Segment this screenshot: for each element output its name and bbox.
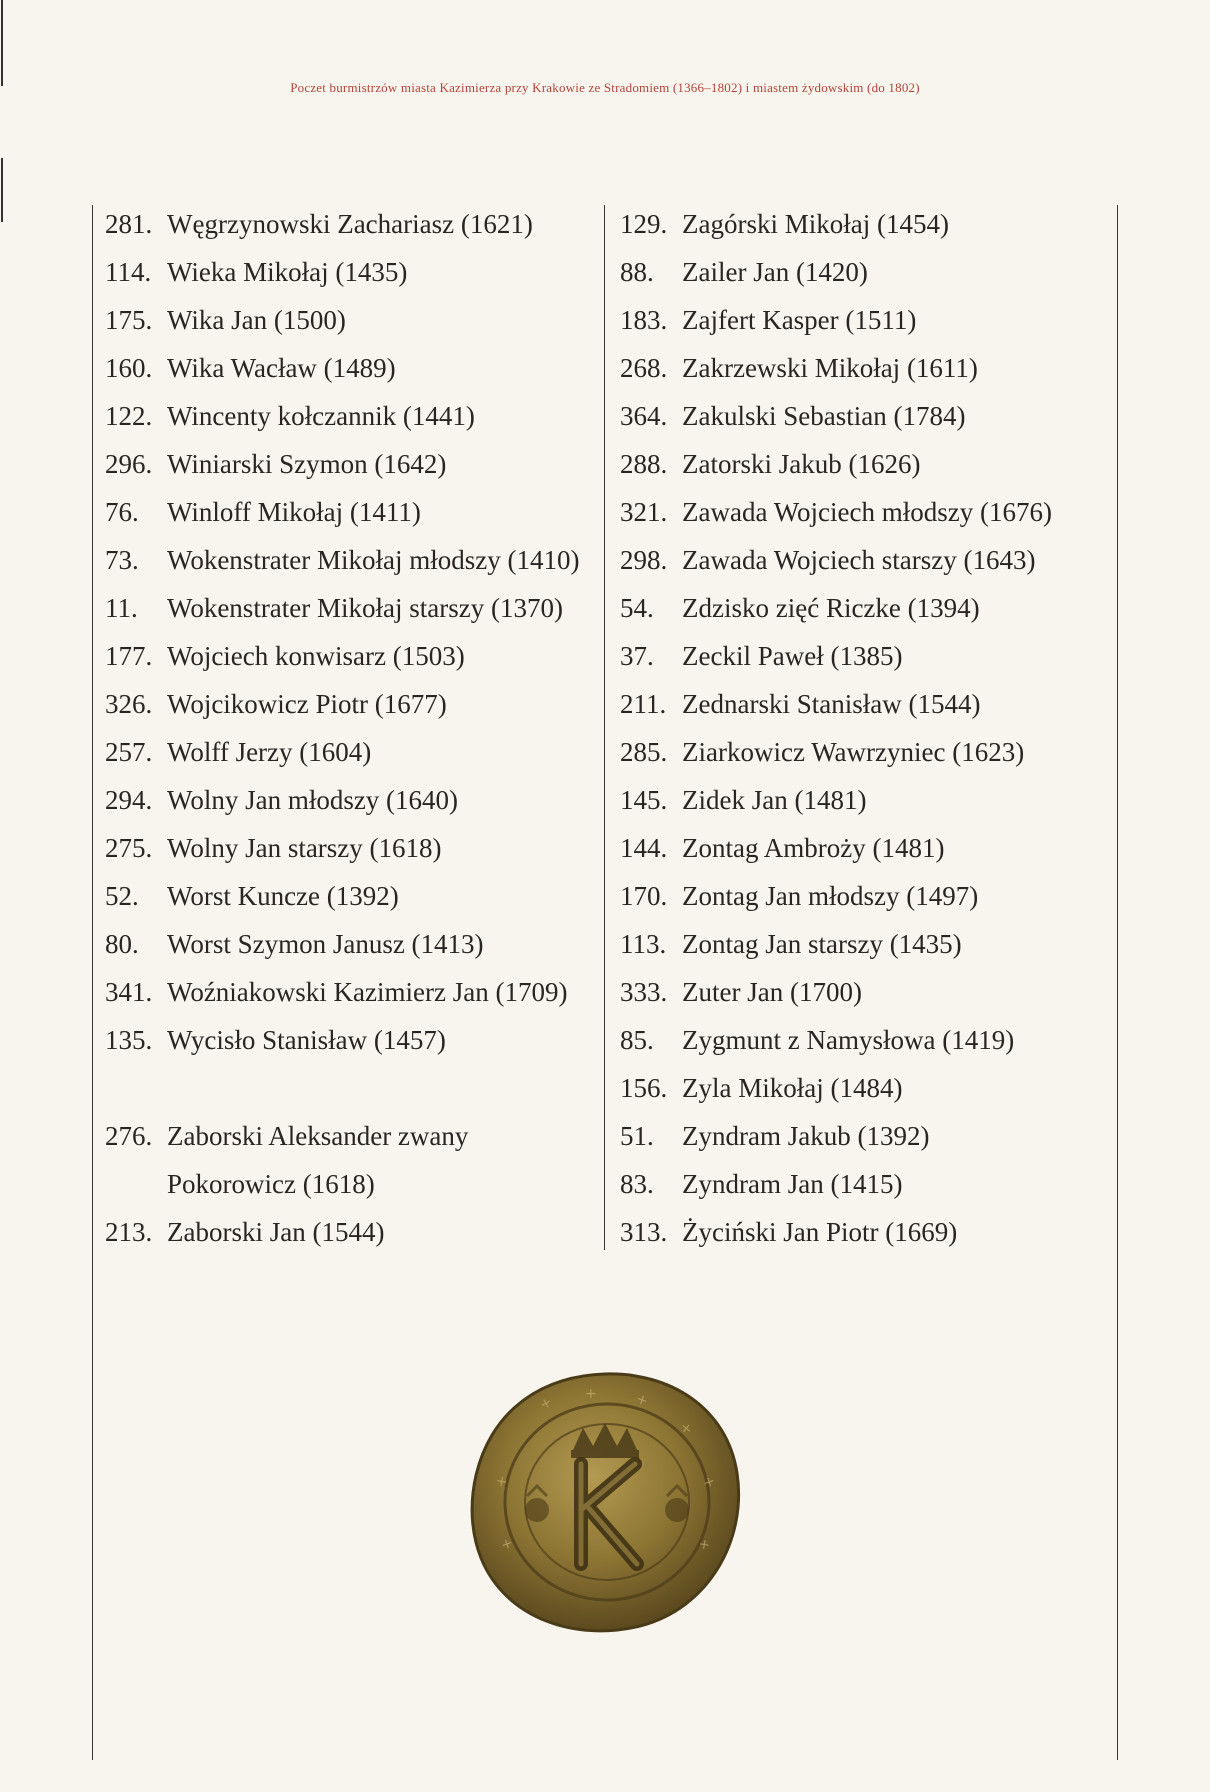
entry-name: Zontag Ambroży (1481) xyxy=(682,833,945,863)
entry-number: 83. xyxy=(620,1169,654,1199)
list-item xyxy=(620,1112,1110,1160)
entry-number: 52. xyxy=(105,881,139,911)
entry-name: Wolny Jan młodszy (1640) xyxy=(167,785,459,815)
entry-name: Zontag Jan starszy (1435) xyxy=(682,929,962,959)
wax-seal-crowned-k-icon xyxy=(465,1368,745,1636)
entry-name: Zakulski Sebastian (1784) xyxy=(682,401,966,431)
entry-number: 144. xyxy=(620,833,668,863)
entry-number: 213. xyxy=(105,1217,153,1247)
list-item xyxy=(620,632,1110,680)
entry-name: Zajfert Kasper (1511) xyxy=(682,305,917,335)
entry-name: Wieka Mikołaj (1435) xyxy=(167,257,408,287)
list-item xyxy=(620,824,1110,872)
svg-text:+: + xyxy=(493,1474,511,1489)
entry-name: Zidek Jan (1481) xyxy=(682,785,867,815)
entry-number: 326. xyxy=(105,689,153,719)
list-item xyxy=(620,536,1110,584)
entry-name: Zeckil Paweł (1385) xyxy=(682,641,903,671)
entry-name: Zontag Jan młodszy (1497) xyxy=(682,881,979,911)
list-item xyxy=(105,680,595,728)
list-item xyxy=(105,248,595,296)
list-item xyxy=(620,1208,1110,1256)
entry-name: Węgrzynowski Zachariasz (1621) xyxy=(167,209,533,239)
entry-name: Worst Kuncze (1392) xyxy=(167,881,399,911)
entry-number: 298. xyxy=(620,545,668,575)
list-item xyxy=(620,488,1110,536)
list-item xyxy=(620,584,1110,632)
list-item xyxy=(105,344,595,392)
list-item xyxy=(620,680,1110,728)
entry-name: Zdzisko zięć Riczke (1394) xyxy=(682,593,980,623)
entry-number: 135. xyxy=(105,1025,153,1055)
entry-number: 170. xyxy=(620,881,668,911)
entry-name: Zagórski Mikołaj (1454) xyxy=(682,209,949,239)
page-edge-mark xyxy=(1,0,3,86)
entry-name: Wokenstrater Mikołaj starszy (1370) xyxy=(167,593,563,623)
entry-number: 113. xyxy=(620,929,667,959)
svg-text:+: + xyxy=(633,1390,651,1410)
entry-number: 364. xyxy=(620,401,668,431)
entry-number: 122. xyxy=(105,401,153,431)
entry-number: 281. xyxy=(105,209,153,239)
list-item xyxy=(620,776,1110,824)
entry-number: 211. xyxy=(620,689,667,719)
entry-number: 288. xyxy=(620,449,668,479)
svg-text:+: + xyxy=(699,1473,719,1491)
list-item xyxy=(105,776,595,824)
list-item xyxy=(105,968,595,1016)
entry-number: 51. xyxy=(620,1121,654,1151)
entry-name: Zatorski Jakub (1626) xyxy=(682,449,921,479)
entry-number: 294. xyxy=(105,785,153,815)
column-rule-right xyxy=(1117,205,1118,1760)
entry-number: 275. xyxy=(105,833,153,863)
list-item xyxy=(105,728,595,776)
list-item xyxy=(105,296,595,344)
list-item xyxy=(620,1016,1110,1064)
svg-text:+: + xyxy=(695,1537,713,1552)
running-header: Poczet burmistrzów miasta Kazimierza przy Krakowie ze Stradomiem (1366–1802) i miastem żydowskim (do 1802) xyxy=(290,80,920,95)
entry-name: Zawada Wojciech młodszy (1676) xyxy=(682,497,1052,527)
list-item xyxy=(105,1208,595,1256)
entry-name: Wolff Jerzy (1604) xyxy=(167,737,372,767)
entry-number: 156. xyxy=(620,1073,668,1103)
list-item xyxy=(620,728,1110,776)
list-item xyxy=(620,968,1110,1016)
list-item xyxy=(620,296,1110,344)
list-item xyxy=(620,392,1110,440)
entry-name: Wycisło Stanisław (1457) xyxy=(167,1025,446,1055)
entry-name: Zakrzewski Mikołaj (1611) xyxy=(682,353,978,383)
list-item xyxy=(105,488,595,536)
list-item xyxy=(620,872,1110,920)
entry-number: 175. xyxy=(105,305,153,335)
entry-number: 341. xyxy=(105,977,153,1007)
name-list-right xyxy=(620,200,1110,1256)
list-item xyxy=(620,248,1110,296)
entry-name: Wika Wacław (1489) xyxy=(167,353,396,383)
entry-number: 296. xyxy=(105,449,153,479)
svg-text:+: + xyxy=(585,1386,597,1402)
entry-number: 76. xyxy=(105,497,139,527)
entry-number: 177. xyxy=(105,641,153,671)
page-edge-mark xyxy=(1,158,3,222)
list-item xyxy=(105,392,595,440)
list-item xyxy=(105,920,595,968)
entry-number: 285. xyxy=(620,737,668,767)
entry-name: Wika Jan (1500) xyxy=(167,305,346,335)
entry-name: Zawada Wojciech starszy (1643) xyxy=(682,545,1036,575)
entry-name: Wincenty kołczannik (1441) xyxy=(167,401,475,431)
entry-name: Zednarski Stanisław (1544) xyxy=(682,689,981,719)
entry-number: 85. xyxy=(620,1025,654,1055)
entry-number: 333. xyxy=(620,977,668,1007)
list-item xyxy=(105,824,595,872)
svg-text:+: + xyxy=(497,1535,517,1553)
entry-number: 276. xyxy=(105,1121,153,1151)
column-rule-middle xyxy=(604,205,605,1250)
svg-text:+: + xyxy=(676,1418,696,1439)
entry-name: Zaborski Aleksander zwany Pokorowicz (1618) xyxy=(167,1121,469,1199)
entry-number: 321. xyxy=(620,497,668,527)
entry-number: 54. xyxy=(620,593,654,623)
entry-name: Wojcikowicz Piotr (1677) xyxy=(167,689,447,719)
entry-number: 313. xyxy=(620,1217,668,1247)
list-item xyxy=(105,440,595,488)
list-item xyxy=(105,1112,595,1208)
list-item xyxy=(105,1016,595,1064)
entry-number: 183. xyxy=(620,305,668,335)
list-item xyxy=(105,200,595,248)
entry-name: Życiński Jan Piotr (1669) xyxy=(682,1217,958,1247)
entry-name: Zuter Jan (1700) xyxy=(682,977,862,1007)
list-item xyxy=(105,872,595,920)
entry-number: 145. xyxy=(620,785,668,815)
list-item xyxy=(620,1160,1110,1208)
entry-name: Zyla Mikołaj (1484) xyxy=(682,1073,903,1103)
name-list-left xyxy=(105,200,595,1256)
entry-name: Winloff Mikołaj (1411) xyxy=(167,497,421,527)
list-item xyxy=(105,536,595,584)
entry-number: 11. xyxy=(105,593,138,623)
entry-number: 73. xyxy=(105,545,139,575)
entry-number: 160. xyxy=(105,353,153,383)
entry-name: Wolny Jan starszy (1618) xyxy=(167,833,442,863)
entry-name: Woźniakowski Kazimierz Jan (1709) xyxy=(167,977,568,1007)
entry-name: Zaborski Jan (1544) xyxy=(167,1217,385,1247)
entry-name: Zailer Jan (1420) xyxy=(682,257,868,287)
list-item xyxy=(105,584,595,632)
list-item xyxy=(620,1064,1110,1112)
list-item xyxy=(620,200,1110,248)
entry-number: 129. xyxy=(620,209,668,239)
entry-number: 268. xyxy=(620,353,668,383)
entry-name: Worst Szymon Janusz (1413) xyxy=(167,929,484,959)
list-item xyxy=(620,920,1110,968)
entry-name: Wokenstrater Mikołaj młodszy (1410) xyxy=(167,545,580,575)
entry-name: Zygmunt z Namysłowa (1419) xyxy=(682,1025,1015,1055)
entry-number: 114. xyxy=(105,257,152,287)
list-item xyxy=(105,632,595,680)
entry-name: Zyndram Jakub (1392) xyxy=(682,1121,930,1151)
entry-name: Wojciech konwisarz (1503) xyxy=(167,641,465,671)
svg-text:+: + xyxy=(537,1393,556,1414)
column-rule-left xyxy=(92,205,93,1760)
entry-number: 80. xyxy=(105,929,139,959)
entry-number: 257. xyxy=(105,737,153,767)
entry-number: 88. xyxy=(620,257,654,287)
entry-name: Zyndram Jan (1415) xyxy=(682,1169,903,1199)
entry-name: Winiarski Szymon (1642) xyxy=(167,449,447,479)
entry-name: Ziarkowicz Wawrzyniec (1623) xyxy=(682,737,1025,767)
entry-number: 37. xyxy=(620,641,654,671)
list-item xyxy=(620,440,1110,488)
list-item xyxy=(620,344,1110,392)
